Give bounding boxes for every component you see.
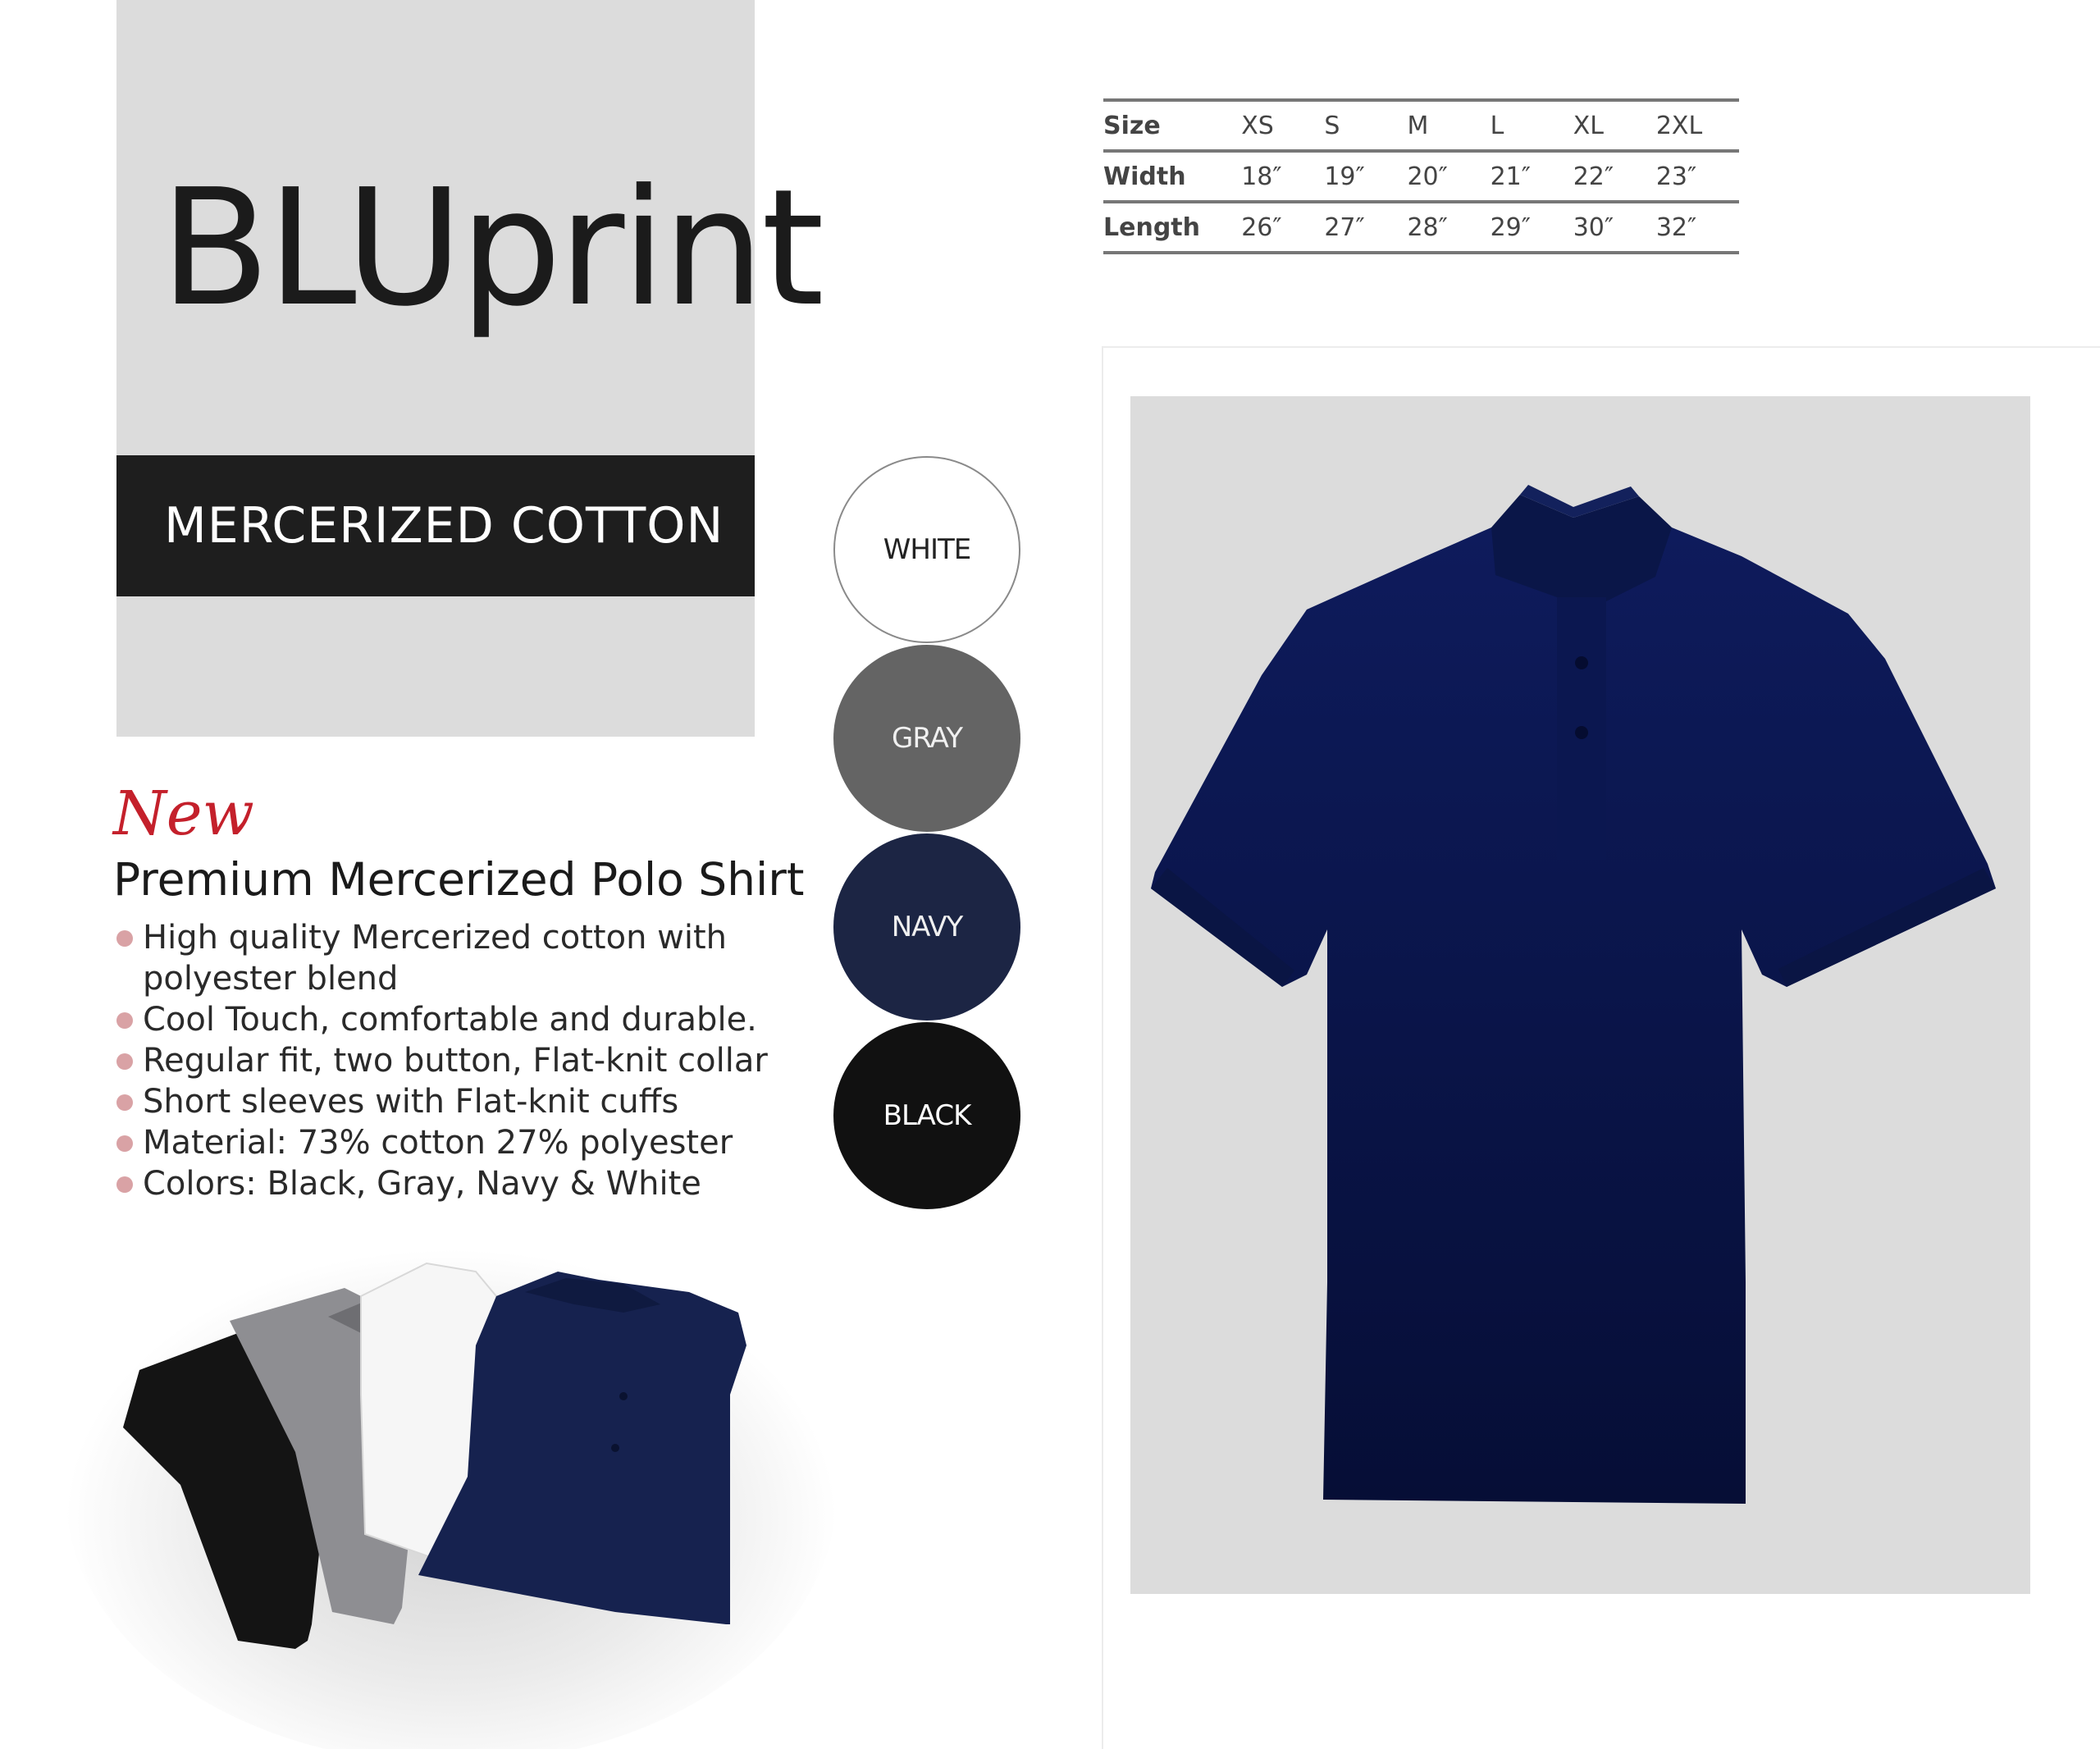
size-header-cell: S [1324, 100, 1407, 151]
bullet-icon [116, 1135, 133, 1152]
material-banner [116, 455, 755, 596]
row-label: Width [1103, 151, 1241, 202]
size-header-cell: M [1407, 100, 1490, 151]
material-banner-text: MERCERIZED COTTON [164, 497, 724, 555]
table-cell: 28″ [1407, 202, 1490, 253]
table-cell: 23″ [1656, 151, 1739, 202]
new-tag: New [113, 779, 254, 849]
swatch-label: WHITE [883, 533, 971, 566]
size-header-cell: 2XL [1656, 100, 1739, 151]
feature-list [115, 917, 771, 1204]
brand-logo: BLUprint [160, 155, 821, 342]
table-cell: 20″ [1407, 151, 1490, 202]
table-cell: 32″ [1656, 202, 1739, 253]
table-cell: 21″ [1491, 151, 1573, 202]
bullet-icon [116, 1094, 133, 1111]
table-cell: 26″ [1241, 202, 1324, 253]
product-title: Premium Mercerized Polo Shirt [113, 853, 805, 906]
swatch-label: BLACK [883, 1099, 971, 1132]
size-header-cell: L [1491, 100, 1573, 151]
size-header-cell: XS [1241, 100, 1324, 151]
swatch-label: GRAY [892, 722, 962, 755]
table-cell: 19″ [1324, 151, 1407, 202]
size-header-label: Size [1103, 100, 1241, 151]
feature-item: Colors: Black, Gray, Navy & White [115, 1163, 771, 1204]
swatch-label: NAVY [891, 911, 963, 943]
brand-panel [116, 0, 755, 737]
table-cell: 22″ [1573, 151, 1656, 202]
size-chart [1103, 98, 1739, 254]
table-cell: 30″ [1573, 202, 1656, 253]
row-label: Length [1103, 202, 1241, 253]
table-cell: 29″ [1491, 202, 1573, 253]
size-chart-header [1103, 100, 1739, 151]
folded-shirts-image [49, 1181, 853, 1749]
size-chart-row [1103, 202, 1739, 253]
feature-item: High quality Mercerized cotton with polyester blend [115, 917, 771, 999]
swatch-navy[interactable] [833, 833, 1020, 1021]
feature-item: Short sleeves with Flat-knit cuffs [115, 1081, 771, 1122]
feature-item: Cool Touch, comfortable and durable. [115, 999, 771, 1040]
size-chart-row [1103, 151, 1739, 202]
table-cell: 18″ [1241, 151, 1324, 202]
swatch-gray[interactable] [833, 645, 1020, 832]
bullet-icon [116, 1012, 133, 1029]
bullet-icon [116, 1053, 133, 1070]
navy-polo-shirt-image [1130, 396, 2030, 1594]
feature-item: Material: 73% cotton 27% polyester [115, 1122, 771, 1163]
bullet-icon [116, 930, 133, 947]
feature-item: Regular fit, two button, Flat-knit collar [115, 1040, 771, 1081]
table-cell: 27″ [1324, 202, 1407, 253]
size-header-cell: XL [1573, 100, 1656, 151]
swatch-white[interactable] [833, 456, 1020, 643]
swatch-black[interactable] [833, 1022, 1020, 1209]
